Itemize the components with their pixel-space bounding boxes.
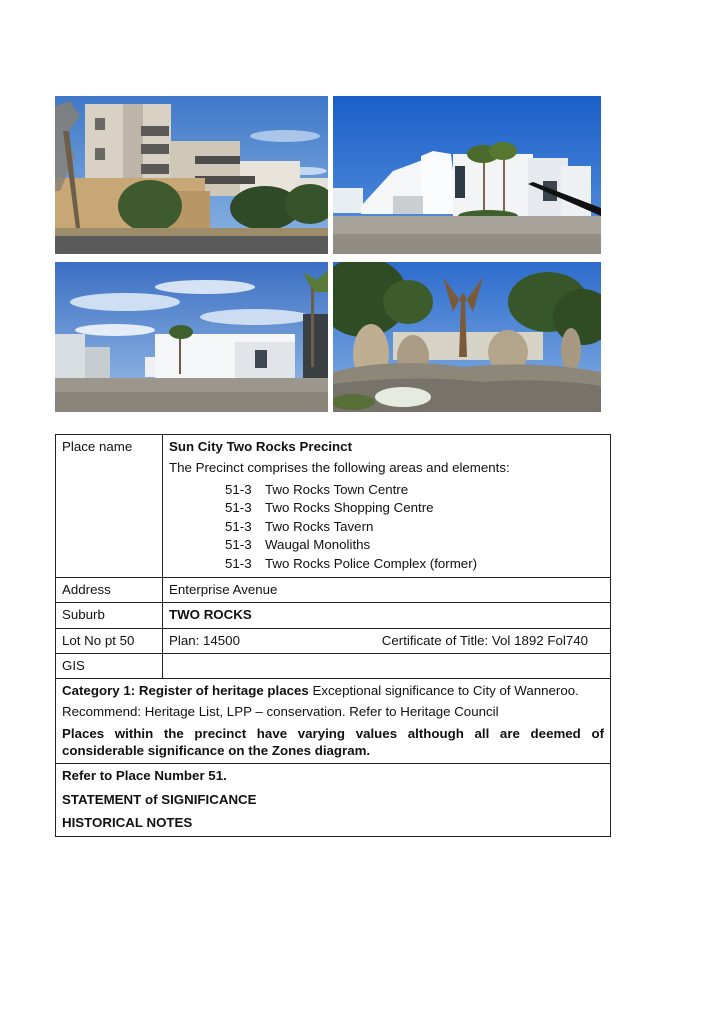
place-name-value: Sun City Two Rocks Precinct	[169, 439, 352, 454]
waugal-monoliths-sculpture-photo	[333, 262, 601, 412]
statement-heading: STATEMENT of SIGNIFICANCE	[62, 791, 257, 807]
area-name: Two Rocks Tavern	[265, 518, 374, 534]
white-shopping-centre-photo	[55, 262, 328, 412]
area-name: Waugal Monoliths	[265, 537, 371, 553]
suburb-label: Suburb	[56, 603, 163, 628]
area-name: Two Rocks Police Complex (former)	[265, 555, 478, 571]
category-line	[62, 682, 604, 699]
heritage-record-table	[55, 434, 611, 837]
area-name: Two Rocks Shopping Centre	[265, 500, 434, 516]
gis-row	[56, 653, 611, 678]
area-number: 51-3	[225, 500, 252, 516]
category-row	[56, 679, 611, 764]
address-label: Address	[56, 578, 163, 603]
lot-label: Lot No pt 50	[56, 628, 163, 653]
place-name-row	[56, 435, 611, 578]
gis-value	[163, 653, 611, 678]
suburb-value: TWO ROCKS	[163, 603, 611, 628]
recommendation: Recommend: Heritage List, LPP – conservation. Refer to Heritage Council	[62, 704, 499, 720]
list-item	[225, 481, 604, 499]
apartment-building-photo	[55, 96, 328, 254]
historical-notes-heading: HISTORICAL NOTES	[62, 814, 193, 830]
place-name-label: Place name	[56, 435, 163, 578]
category-cell	[56, 679, 611, 764]
precinct-note: Places within the precinct have varying values although all are deemed of considerable significance on the Zones diagram.	[62, 725, 604, 759]
address-row	[56, 578, 611, 603]
list-item	[225, 536, 604, 554]
place-name-cell	[163, 435, 611, 578]
address-value: Enterprise Avenue	[163, 578, 611, 603]
area-number: 51-3	[225, 537, 252, 553]
white-tavern-building-photo	[333, 96, 601, 254]
certificate-value: Certificate of Title: Vol 1892 Fol740	[381, 632, 588, 648]
area-number: 51-3	[225, 555, 252, 571]
list-item	[225, 518, 604, 536]
significance-row	[56, 764, 611, 837]
precinct-areas-list	[225, 481, 604, 573]
place-reference: Refer to Place Number 51.	[62, 768, 227, 784]
category-title: Category 1: Register of heritage places	[62, 683, 309, 699]
gis-label: GIS	[56, 653, 163, 678]
plan-value: Plan: 14500	[169, 632, 240, 648]
precinct-intro: The Precinct comprises the following areas and elements:	[169, 460, 510, 476]
area-number: 51-3	[225, 518, 252, 534]
area-number: 51-3	[225, 481, 252, 497]
significance-cell	[56, 764, 611, 837]
suburb-row	[56, 603, 611, 628]
lot-cell	[163, 628, 611, 653]
area-name: Two Rocks Town Centre	[265, 481, 409, 497]
category-description: Exceptional significance to City of Wanneroo.	[308, 683, 579, 699]
list-item	[225, 555, 604, 573]
lot-row	[56, 628, 611, 653]
list-item	[225, 499, 604, 517]
